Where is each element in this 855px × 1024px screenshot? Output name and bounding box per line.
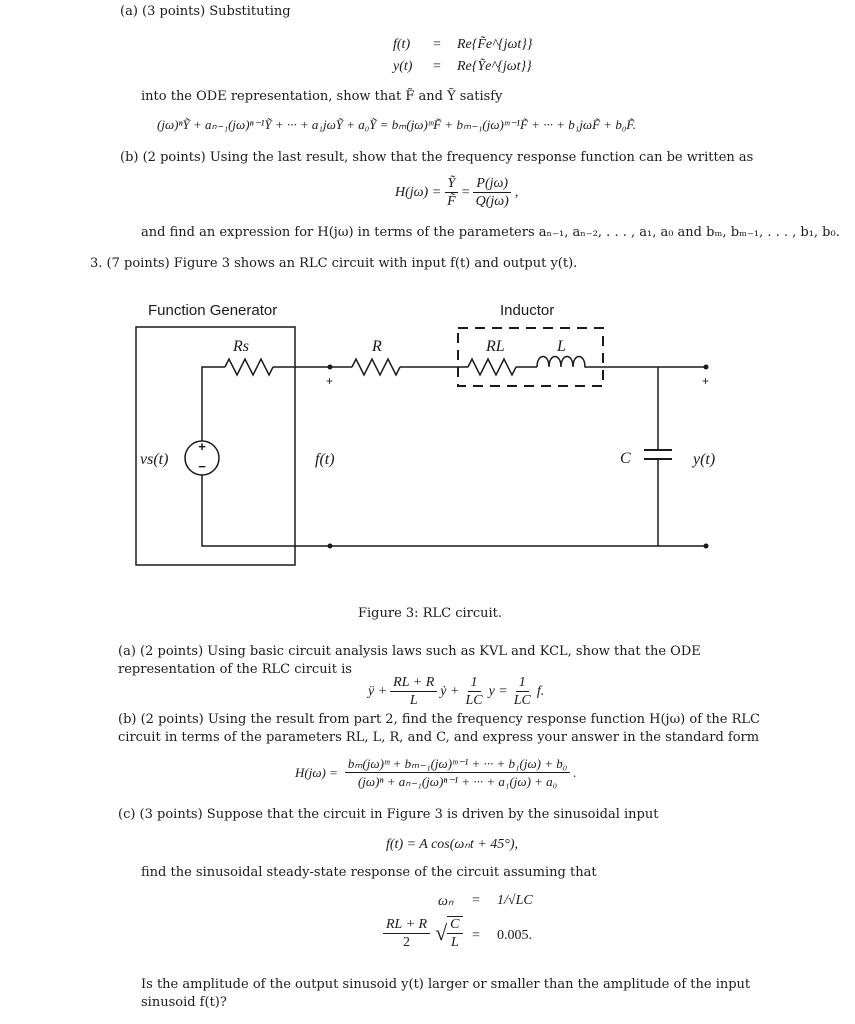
std-frac (345, 756, 570, 789)
cond2-sqrt-num: C (447, 917, 462, 934)
ode-yd: ẏ + (440, 683, 460, 699)
inductor-label: Inductor (500, 302, 555, 319)
eq-f-sign: = (433, 37, 441, 52)
std-lhs: H(jω) = (295, 764, 338, 780)
ode-f2-den: LC (465, 693, 483, 708)
ode-f3-num: 1 (516, 675, 529, 692)
node-y-plus (704, 365, 709, 370)
figure-caption: Figure 3: RLC circuit. (358, 606, 503, 621)
cond1-lhs: ωₙ (438, 894, 454, 909)
part2-b-text: (b) (2 points) Using the last result, show that the frequency response function can be written as (120, 150, 754, 165)
sqrt-icon: √ (435, 920, 448, 945)
resistor-rl (468, 359, 516, 375)
rs-label: Rs (233, 338, 249, 355)
part3-c-text: (c) (3 points) Suppose that the circuit in Figure 3 is driven by the sinusoidal input (118, 807, 659, 822)
cond2-rhs: 0.005. (497, 928, 532, 943)
ode-f1-den: L (409, 693, 418, 708)
eq-f-lhs: f(t) (393, 37, 411, 52)
problem3-intro: 3. (7 points) Figure 3 shows an RLC circuit with input f(t) and output y(t). (90, 256, 578, 271)
source-label: vs(t) (140, 451, 169, 468)
eq-y-sign: = (433, 59, 441, 74)
ode-frac-1-over-lc-b (511, 675, 534, 708)
ode-ydd: ÿ + (368, 683, 388, 699)
ode-frac-rl-r-over-l (390, 675, 437, 708)
eq-f-rhs: Re{F̃e^{jωt}} (457, 37, 533, 52)
cond2-eq: = (472, 928, 480, 943)
part3-b-text: (b) (2 points) Using the result from part 2, find the frequency response function H(jω) of the RLC circuit in terms of the parameters RL, L, R, and C, and express your answer in the standard form (118, 712, 760, 745)
cond1-eq: = (472, 893, 480, 908)
eq-y-lhs: y(t) (393, 59, 413, 74)
into-text: into the ODE representation, show that F̃ and Ỹ satisfy (141, 89, 503, 104)
h-eq: = (461, 184, 470, 200)
ode-frequency-equation: (jω)ⁿỸ + aₙ₋₁(jω)ⁿ⁻¹Ỹ + ··· + a₁jωỸ + a₀Ỹ = bₘ(jω)ᵐF̃ + bₘ₋₁(jω)ᵐ⁻¹F̃ + ··· + b₁jωF̃ + b₀F̃. (157, 117, 636, 132)
input-equation: f(t) = A cos(ωₙt + 45°), (386, 837, 518, 852)
f-plus-sign: + (326, 374, 334, 388)
ode-f3-den: LC (513, 693, 531, 708)
c-label: C (620, 450, 631, 467)
h-frac2-den: Q(jω) (475, 194, 509, 209)
h-lhs: H(jω) = (395, 184, 442, 200)
rl-label: RL (486, 338, 505, 355)
ode-f1-num: RL + R (390, 675, 437, 692)
y-label: y(t) (693, 451, 716, 468)
ode-f-end: f. (536, 683, 545, 699)
resistor-r (352, 359, 400, 375)
amplitude-question: Is the amplitude of the output sinusoid y(t) larger or smaller than the amplitude of the input sinusoid f(t)? (141, 977, 751, 1010)
cond2-frac (383, 917, 430, 950)
ode-frac-1-over-lc-a (462, 675, 485, 708)
cond2-frac-num: RL + R (383, 917, 430, 934)
f-label: f(t) (315, 451, 335, 468)
rlc-ode-equation (368, 675, 544, 708)
eq-y-rhs: Re{Ỹe^{jωt}} (457, 59, 532, 74)
part3-a-text: (a) (2 points) Using basic circuit analysis laws such as KVL and KCL, show that the ODE representation of the RLC circuit is (118, 644, 701, 677)
cond1-rhs: 1/√LC (497, 893, 533, 908)
part3-find-text: find the sinusoidal steady-state response of the circuit assuming that (141, 865, 597, 880)
part2-a-header: (a) (3 points) Substituting (120, 4, 291, 19)
source-minus-sign: − (198, 459, 206, 474)
y-minus-sign: − (702, 539, 710, 553)
cond2-sqrt-frac (447, 916, 462, 950)
f-minus-sign: − (326, 539, 334, 553)
wire-ground (202, 473, 706, 546)
source-plus-sign: + (198, 439, 206, 454)
cond2-frac-den: 2 (403, 934, 411, 950)
h-trail: , (514, 184, 519, 200)
h-frac1-num: Ỹ (445, 176, 459, 193)
y-plus-sign: + (702, 374, 710, 388)
r-label: R (372, 338, 382, 355)
inductor-coil (537, 357, 597, 368)
function-generator-label: Function Generator (148, 302, 278, 319)
function-generator-box (136, 327, 295, 565)
h-frac2-num: P(jω) (473, 176, 511, 193)
std-num: bₘ(jω)ᵐ + bₘ₋₁(jω)ᵐ⁻¹ + ··· + b₁(jω) + b₀ (345, 756, 570, 773)
h-frac1-den: F̃ (447, 194, 456, 209)
l-label: L (557, 338, 566, 355)
ode-y-eq: y = (488, 683, 508, 699)
wire-source-top (202, 367, 225, 443)
standard-form-equation (295, 756, 577, 789)
node-f-plus (328, 365, 333, 370)
cond2-expression (380, 916, 466, 950)
resistor-rs (225, 359, 273, 375)
cond2-sqrt-den: L (450, 935, 459, 950)
find-text: and find an expression for H(jω) in terms of the parameters aₙ₋₁, aₙ₋₂, . . . , a₁, a₀ and bₘ, bₘ₋₁, . . . , b₁, b₀. (141, 225, 840, 240)
std-den: (jω)ⁿ + aₙ₋₁(jω)ⁿ⁻¹ + ··· + a₁(jω) + a₀ (357, 774, 558, 789)
std-end: . (573, 764, 577, 780)
ode-f2-num: 1 (468, 675, 481, 692)
